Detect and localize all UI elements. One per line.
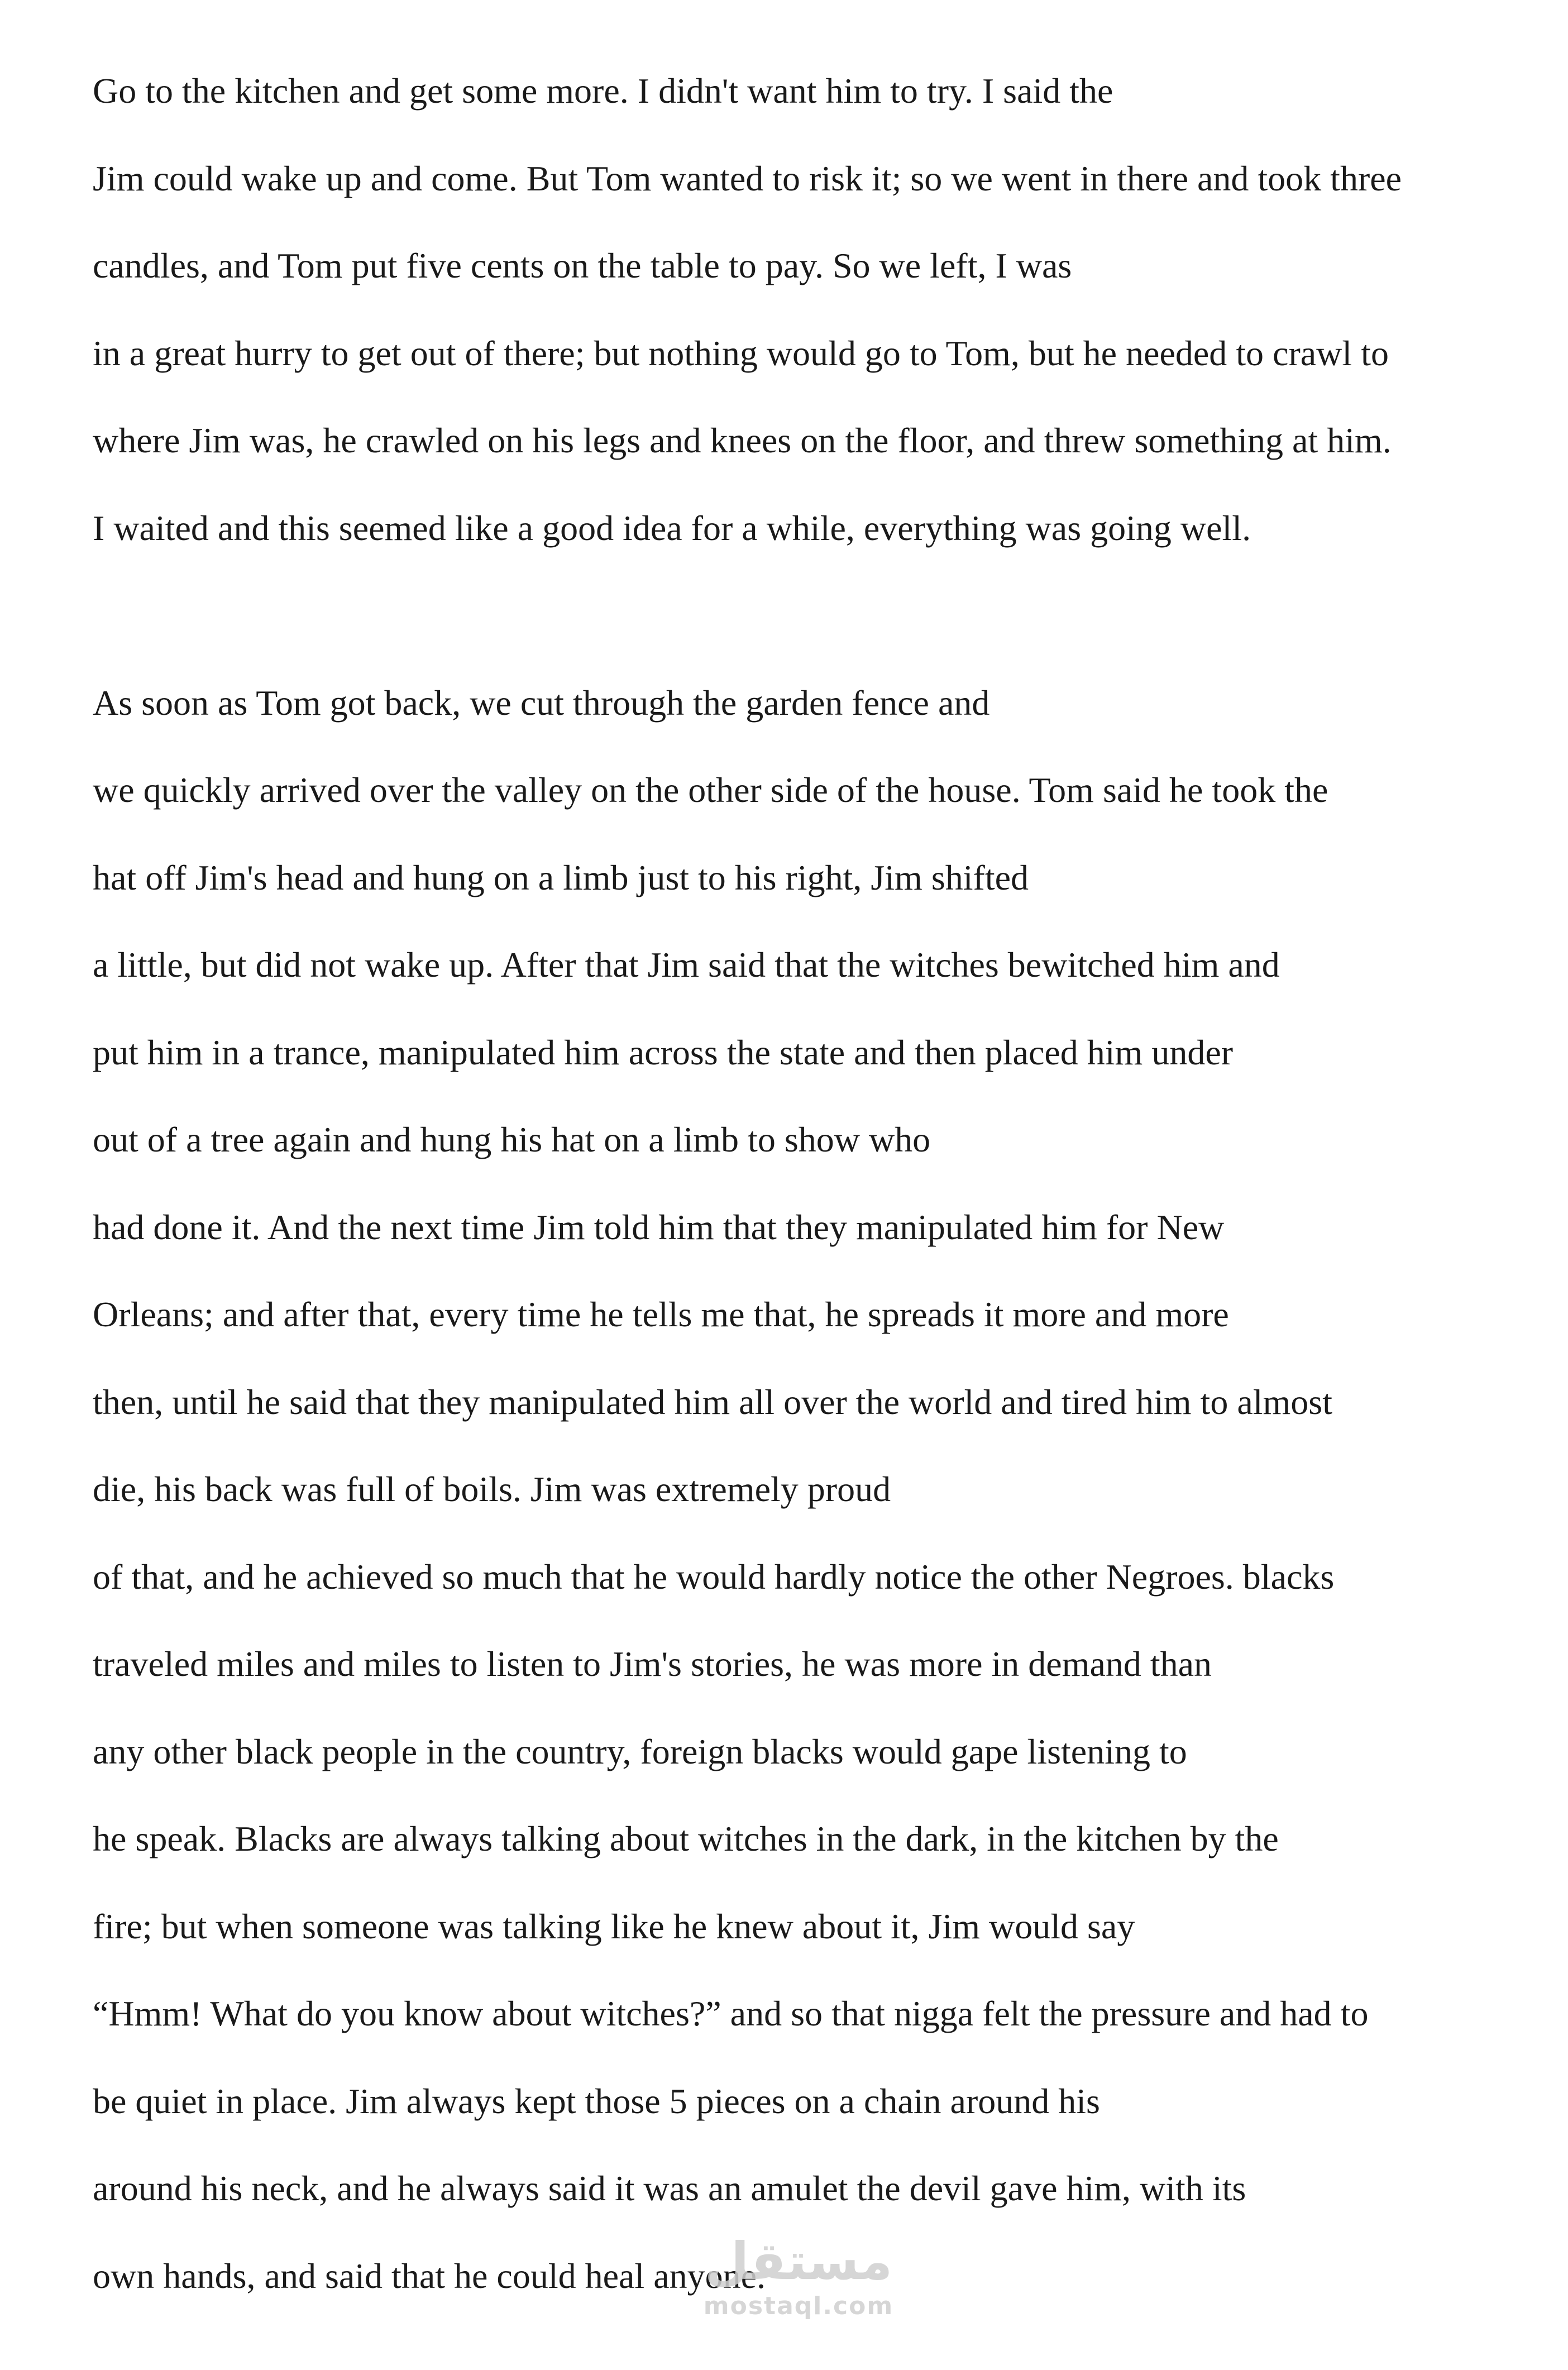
text-line: he speak. Blacks are always talking about witches in the dark, in the kitchen by the — [93, 1819, 1279, 1858]
text-line: traveled miles and miles to listen to Jim's stories, he was more in demand than — [93, 1644, 1212, 1684]
watermark-logo-text: مستقل — [704, 2232, 893, 2291]
text-line: had done it. And the next time Jim told him that they manipulated him for New — [93, 1207, 1225, 1247]
text-line: we quickly arrived over the valley on the other side of the house. Tom said he took the — [93, 770, 1328, 810]
text-line: be quiet in place. Jim always kept those 5 pieces on a chain around his — [93, 2081, 1100, 2121]
text-line: “Hmm! What do you know about witches?” and so that nigga felt the pressure and had to — [93, 1994, 1369, 2033]
text-line: candles, and Tom put five cents on the table to pay. So we left, I was — [93, 246, 1072, 285]
paragraph-2 — [93, 672, 1568, 2333]
paragraph-spacer — [93, 585, 1568, 672]
text-line: die, his back was full of boils. Jim was extremely proud — [93, 1469, 891, 1509]
text-line: out of a tree again and hung his hat on a limb to show who — [93, 1120, 931, 1159]
watermark-site-text: mostaql.com — [703, 2292, 894, 2320]
text-line: a little, but did not wake up. After that Jim said that the witches bewitched him and — [93, 945, 1280, 985]
text-line: in a great hurry to get out of there; but nothing would go to Tom, but he needed to crawl to — [93, 333, 1389, 373]
text-line: around his neck, and he always said it was an amulet the devil gave him, with its — [93, 2168, 1246, 2208]
document-body — [93, 60, 1568, 2333]
text-line: put him in a trance, manipulated him across the state and then placed him under — [93, 1032, 1234, 1072]
text-line: then, until he said that they manipulated him all over the world and tired him to almost — [93, 1382, 1332, 1422]
text-line: of that, and he achieved so much that he would hardly notice the other Negroes. blacks — [93, 1556, 1335, 1597]
text-line: Go to the kitchen and get some more. I didn't want him to try. I said the — [93, 71, 1113, 111]
text-line: Orleans; and after that, every time he tells me that, he spreads it more and more — [93, 1294, 1229, 1334]
text-line: As soon as Tom got back, we cut through the garden fence and — [93, 682, 990, 723]
paragraph-1 — [93, 60, 1568, 585]
text-line: own hands, and said that he could heal anyone. — [93, 2256, 766, 2296]
text-line: fire; but when someone was talking like he knew about it, Jim would say — [93, 1906, 1135, 1946]
text-line: I waited and this seemed like a good idea for a while, everything was going well. — [93, 508, 1251, 548]
text-line: hat off Jim's head and hung on a limb just to his right, Jim shifted — [93, 857, 1029, 897]
text-line: any other black people in the country, foreign blacks would gape listening to — [93, 1731, 1187, 1771]
text-line: Jim could wake up and come. But Tom wanted to risk it; so we went in there and took three — [93, 158, 1402, 198]
text-line: where Jim was, he crawled on his legs and knees on the floor, and threw something at him. — [93, 421, 1392, 460]
